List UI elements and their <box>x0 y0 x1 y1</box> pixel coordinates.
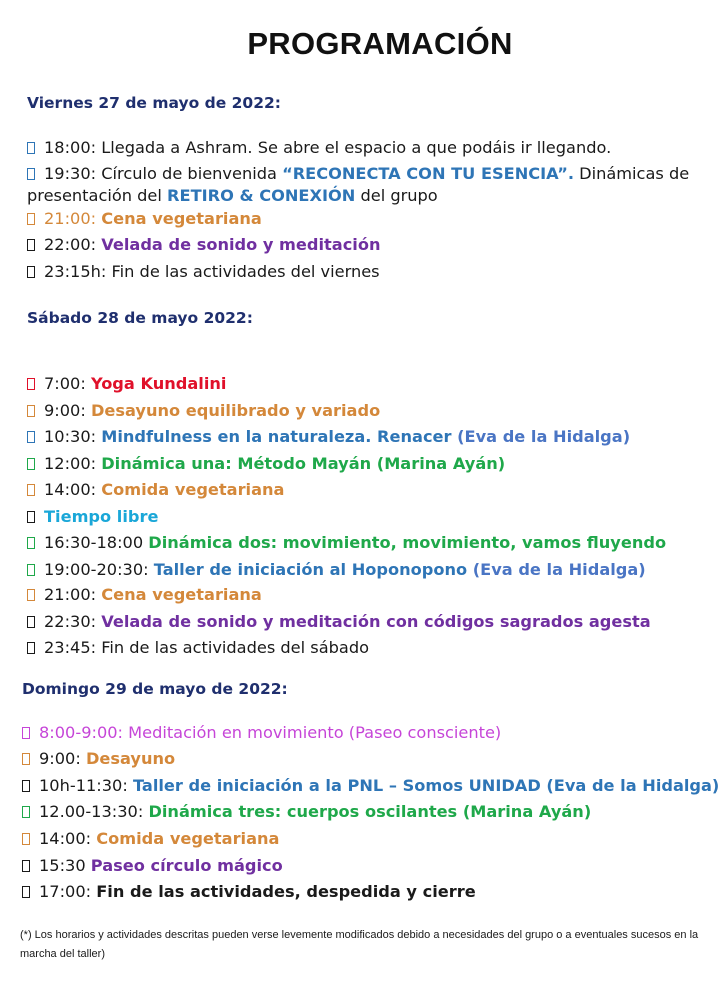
checkbox-icon <box>27 239 35 251</box>
list-item-continuation: presentación del RETIRO & CONEXIÓN del grupo <box>27 186 438 205</box>
footnote: (*) Los horarios y actividades descritas pueden verse levemente modificados debido a necesidades del grupo o a eventuales sucesos en la marcha del taller) <box>20 929 699 960</box>
saturday-heading: Sábado 28 de mayo 2022: <box>27 309 253 327</box>
checkbox-icon <box>27 616 35 628</box>
checkbox-icon <box>22 860 30 872</box>
list-item: 21:00: Cena vegetariana <box>27 584 262 606</box>
list-item: Tiempo libre <box>27 506 158 528</box>
list-item: 7:00: Yoga Kundalini <box>27 373 226 395</box>
checkbox-icon <box>27 142 35 154</box>
list-item: 9:00: Desayuno <box>22 748 175 770</box>
list-item: 12.00-13:30: Dinámica tres: cuerpos oscilantes (Marina Ayán) <box>22 801 591 823</box>
list-item: 12:00: Dinámica una: Método Mayán (Marina Ayán) <box>27 453 505 475</box>
list-item: 19:30: Círculo de bienvenida “RECONECTA CON TU ESENCIA”. Dinámicas de <box>27 163 689 185</box>
checkbox-icon <box>27 266 35 278</box>
list-item: 15:30 Paseo círculo mágico <box>22 855 283 877</box>
checkbox-icon <box>27 589 35 601</box>
list-item: 17:00: Fin de las actividades, despedida y cierre <box>22 881 476 903</box>
list-item: 21:00: Cena vegetariana <box>27 208 262 230</box>
checkbox-icon <box>27 378 35 390</box>
list-item: 18:00: Llegada a Ashram. Se abre el espacio a que podáis ir llegando. <box>27 137 611 159</box>
list-item: 22:00: Velada de sonido y meditación <box>27 234 380 256</box>
checkbox-icon <box>27 213 35 225</box>
checkbox-icon <box>27 458 35 470</box>
checkbox-icon <box>22 753 30 765</box>
checkbox-icon <box>22 806 30 818</box>
checkbox-icon <box>27 405 35 417</box>
checkbox-icon <box>22 886 30 898</box>
list-item: 9:00: Desayuno equilibrado y variado <box>27 400 380 422</box>
checkbox-icon <box>27 431 35 443</box>
checkbox-icon <box>22 727 30 739</box>
checkbox-icon <box>22 833 30 845</box>
checkbox-icon <box>27 564 35 576</box>
list-item: 22:30: Velada de sonido y meditación con códigos sagrados agesta <box>27 611 651 633</box>
friday-heading: Viernes 27 de mayo de 2022: <box>27 94 281 112</box>
list-item: 10h-11:30: Taller de iniciación a la PNL – Somos UNIDAD (Eva de la Hidalga) <box>22 775 719 797</box>
list-item: 14:00: Comida vegetariana <box>22 828 279 850</box>
checkbox-icon <box>27 642 35 654</box>
list-item: 19:00-20:30: Taller de iniciación al Hoponopono (Eva de la Hidalga) <box>27 559 646 581</box>
page-title: PROGRAMACIÓN <box>247 26 513 61</box>
checkbox-icon <box>27 537 35 549</box>
checkbox-icon <box>27 511 35 523</box>
list-item: 16:30-18:00 Dinámica dos: movimiento, movimiento, vamos fluyendo <box>27 532 666 554</box>
sunday-heading: Domingo 29 de mayo de 2022: <box>22 680 288 698</box>
list-item: 8:00-9:00: Meditación en movimiento (Paseo consciente) <box>22 722 501 744</box>
list-item: 23:45: Fin de las actividades del sábado <box>27 637 369 659</box>
checkbox-icon <box>27 168 35 180</box>
list-item: 14:00: Comida vegetariana <box>27 479 284 501</box>
list-item: 23:15h: Fin de las actividades del viernes <box>27 261 380 283</box>
checkbox-icon <box>22 780 30 792</box>
list-item: 10:30: Mindfulness en la naturaleza. Renacer (Eva de la Hidalga) <box>27 426 630 448</box>
checkbox-icon <box>27 484 35 496</box>
